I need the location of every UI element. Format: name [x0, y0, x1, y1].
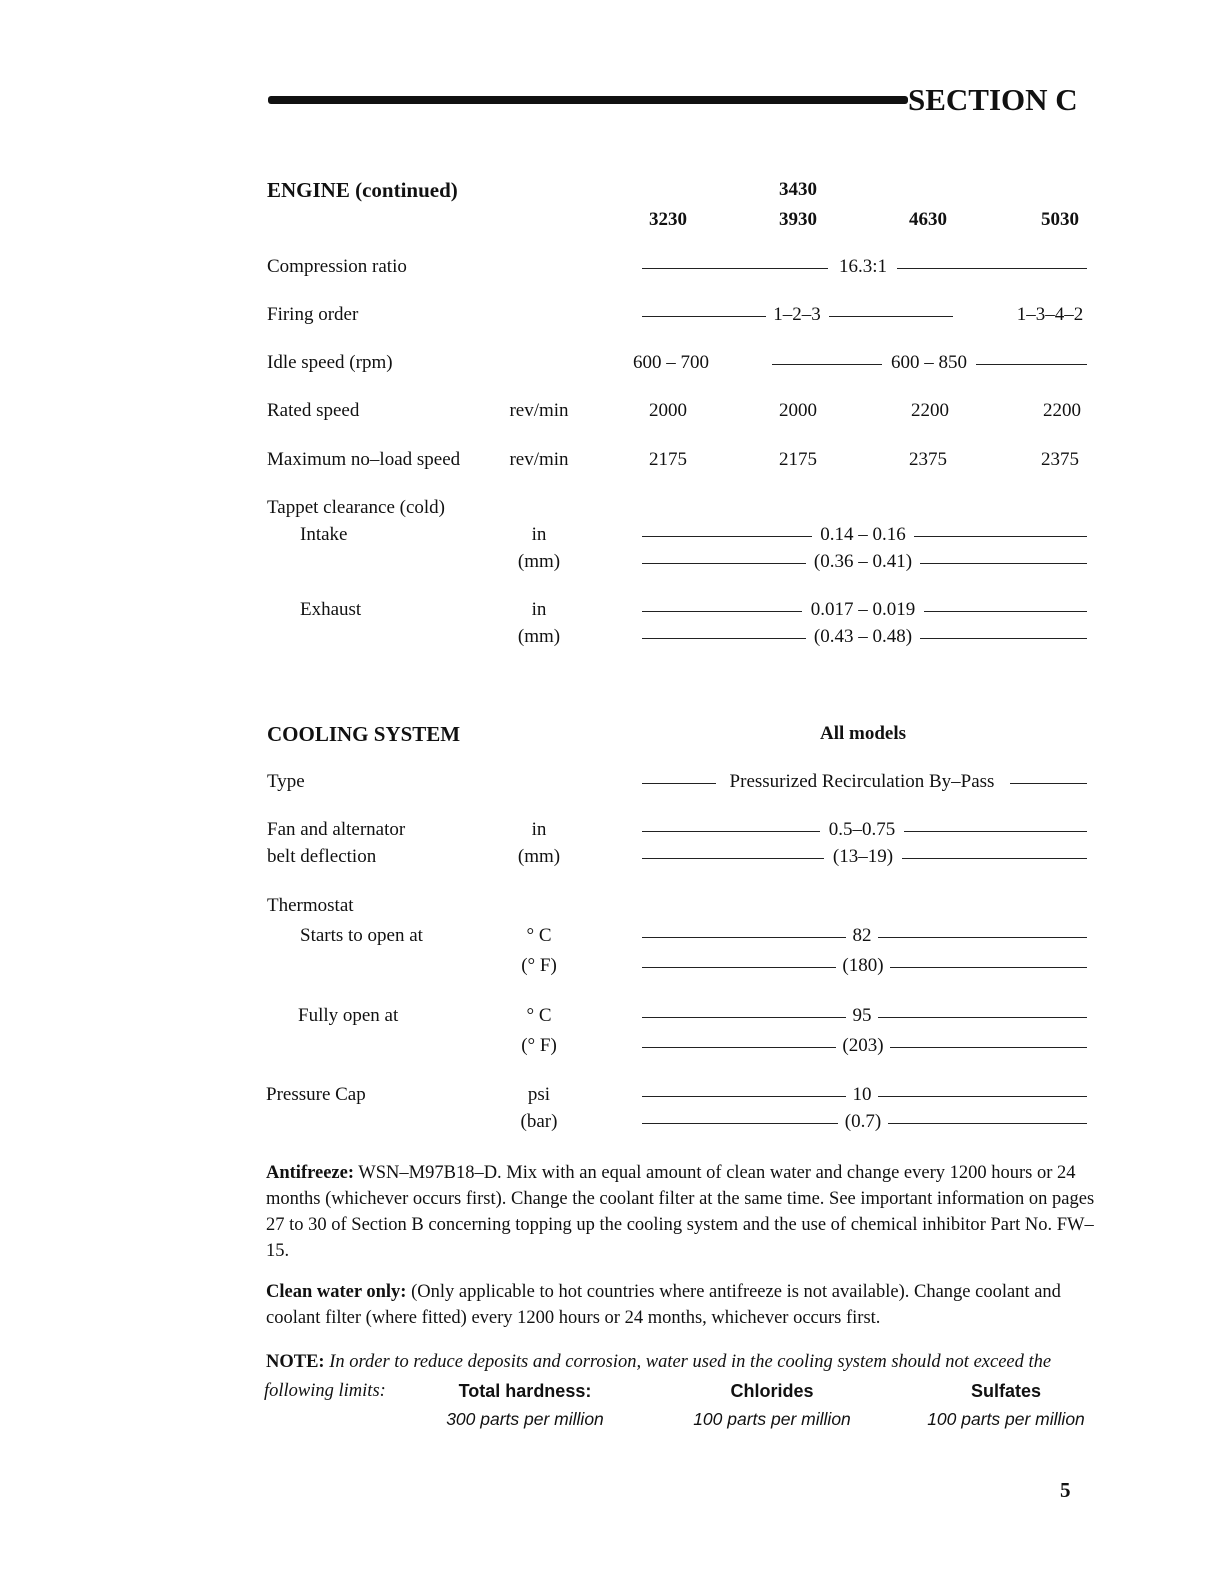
- thermostat-fully-f: (203): [842, 1035, 884, 1056]
- note-text-2: following limits:: [264, 1381, 386, 1401]
- tappet-intake-unit-mm: (mm): [517, 551, 561, 572]
- type-label: Type: [267, 771, 305, 792]
- rule: [890, 967, 1087, 968]
- rule: [642, 1123, 838, 1124]
- tappet-exhaust-unit-mm: (mm): [517, 626, 561, 647]
- thermostat-fully-unit-c: ° C: [526, 1005, 552, 1026]
- pressure-cap-unit-bar: (bar): [520, 1111, 558, 1132]
- model-4630: 4630: [909, 209, 947, 230]
- tappet-intake-mm: (0.36 – 0.41): [813, 551, 913, 572]
- rule: [642, 638, 806, 639]
- belt-label-2: belt deflection: [267, 846, 377, 867]
- section-title: SECTION C: [908, 82, 1078, 117]
- limit-value-hardness: 300 parts per million: [446, 1409, 604, 1429]
- model-3930: 3930: [779, 209, 817, 230]
- clean-water-paragraph: [266, 1279, 1101, 1331]
- tappet-exhaust-mm: (0.43 – 0.48): [813, 626, 913, 647]
- rule: [920, 638, 1087, 639]
- limit-name-chlorides: Chlorides: [730, 1381, 814, 1401]
- rule: [897, 268, 1087, 269]
- rated-5030: 2200: [1043, 400, 1081, 421]
- rule: [642, 858, 824, 859]
- compression-label: Compression ratio: [267, 256, 407, 277]
- belt-unit-mm: (mm): [517, 846, 561, 867]
- rated-3430-3930: 2000: [779, 400, 817, 421]
- thermostat-label: Thermostat: [267, 895, 354, 916]
- tappet-exhaust-label: Exhaust: [300, 599, 362, 620]
- rule: [642, 1047, 836, 1048]
- thermostat-fully-unit-f: (° F): [521, 1035, 557, 1056]
- rule: [772, 364, 882, 365]
- idle-value-a: 600 – 700: [633, 352, 709, 373]
- rule: [1010, 783, 1087, 784]
- rule: [642, 783, 716, 784]
- rule: [642, 831, 820, 832]
- rated-4630: 2200: [911, 400, 949, 421]
- page-number: 5: [1060, 1478, 1071, 1502]
- rated-unit: rev/min: [509, 400, 569, 421]
- tappet-intake-label: Intake: [300, 524, 348, 545]
- firing-value-a: 1–2–3: [773, 304, 821, 325]
- rule: [829, 316, 953, 317]
- model-3230: 3230: [649, 209, 687, 230]
- tappet-intake-in: 0.14 – 0.16: [820, 524, 906, 545]
- header-rule: [268, 96, 908, 104]
- rule: [642, 937, 846, 938]
- clean-water-label: Clean water only:: [266, 1282, 407, 1302]
- cooling-heading: COOLING SYSTEM: [267, 722, 461, 746]
- limit-value-chlorides: 100 parts per million: [693, 1409, 851, 1429]
- all-models-label: All models: [819, 723, 907, 744]
- pressure-cap-bar: (0.7): [844, 1111, 882, 1132]
- firing-label: Firing order: [267, 304, 359, 325]
- tappet-exhaust-in: 0.017 – 0.019: [810, 599, 916, 620]
- model-5030: 5030: [1041, 209, 1079, 230]
- tappet-label: Tappet clearance (cold): [267, 497, 445, 518]
- thermostat-starts-c: 82: [852, 925, 872, 946]
- rule: [642, 536, 812, 537]
- rule: [642, 1017, 846, 1018]
- thermostat-starts-unit-c: ° C: [526, 925, 552, 946]
- pressure-cap-label: Pressure Cap: [266, 1084, 366, 1105]
- antifreeze-text: WSN–M97B18–D. Mix with an equal amount of clean water and change every 1200 hours or 24 months (whichever occurs first). Change the coolant filter at the same time. See important information on pages 27 to 30 of Section B concerning topping up the cooling system and the use of chemical inhibitor Part No. FW–15.: [266, 1163, 1095, 1261]
- noload-unit: rev/min: [509, 449, 569, 470]
- rule: [642, 1096, 846, 1097]
- rule: [914, 536, 1087, 537]
- rule: [642, 316, 766, 317]
- belt-label-1: Fan and alternator: [267, 819, 406, 840]
- noload-3430-3930: 2175: [779, 449, 817, 470]
- tappet-exhaust-unit-in: in: [531, 599, 547, 620]
- type-value: Pressurized Recirculation By–Pass: [729, 771, 995, 792]
- antifreeze-paragraph: [266, 1160, 1101, 1264]
- rated-3230: 2000: [649, 400, 687, 421]
- rule: [904, 831, 1087, 832]
- rated-label: Rated speed: [267, 400, 360, 421]
- rule: [642, 611, 802, 612]
- limit-name-sulfates: Sulfates: [970, 1381, 1042, 1401]
- note-label: NOTE:: [266, 1352, 325, 1372]
- idle-value-b: 600 – 850: [891, 352, 967, 373]
- limit-name-hardness: Total hardness:: [458, 1381, 592, 1401]
- note-text-1: In order to reduce deposits and corrosion, water used in the cooling system should not exceed the: [329, 1352, 1052, 1372]
- firing-value-b: 1–3–4–2: [1016, 304, 1084, 325]
- rule: [642, 268, 828, 269]
- rule: [878, 1017, 1087, 1018]
- note-line-1: [266, 1352, 1051, 1373]
- thermostat-fully-label: Fully open at: [298, 1005, 399, 1026]
- rule: [920, 563, 1087, 564]
- noload-5030: 2375: [1041, 449, 1079, 470]
- thermostat-starts-label: Starts to open at: [300, 925, 423, 946]
- engine-heading: ENGINE (continued): [267, 178, 458, 202]
- tappet-intake-unit-in: in: [531, 524, 547, 545]
- clean-water-text: (Only applicable to hot countries where antifreeze is not available). Change coolant and coolant filter (where fitted) every 1200 hours or 24 months, whichever occurs first.: [266, 1282, 1061, 1328]
- rule: [924, 611, 1087, 612]
- rule: [642, 967, 836, 968]
- rule: [878, 937, 1087, 938]
- pressure-cap-psi: 10: [852, 1084, 872, 1105]
- rule: [888, 1123, 1087, 1124]
- rule: [878, 1096, 1087, 1097]
- model-3430: 3430: [779, 179, 817, 200]
- thermostat-fully-c: 95: [852, 1005, 872, 1026]
- belt-value-mm: (13–19): [832, 846, 894, 867]
- pressure-cap-unit-psi: psi: [527, 1084, 551, 1105]
- belt-value-in: 0.5–0.75: [828, 819, 896, 840]
- noload-3230: 2175: [649, 449, 687, 470]
- rule: [642, 563, 806, 564]
- thermostat-starts-f: (180): [842, 955, 884, 976]
- thermostat-starts-unit-f: (° F): [521, 955, 557, 976]
- rule: [976, 364, 1087, 365]
- rule: [902, 858, 1087, 859]
- belt-unit-in: in: [531, 819, 547, 840]
- antifreeze-label: Antifreeze:: [266, 1163, 354, 1183]
- limit-value-sulfates: 100 parts per million: [927, 1409, 1085, 1429]
- rule: [890, 1047, 1087, 1048]
- compression-value: 16.3:1: [838, 256, 888, 277]
- noload-label: Maximum no–load speed: [267, 449, 461, 470]
- noload-4630: 2375: [909, 449, 947, 470]
- idle-label: Idle speed (rpm): [267, 352, 393, 373]
